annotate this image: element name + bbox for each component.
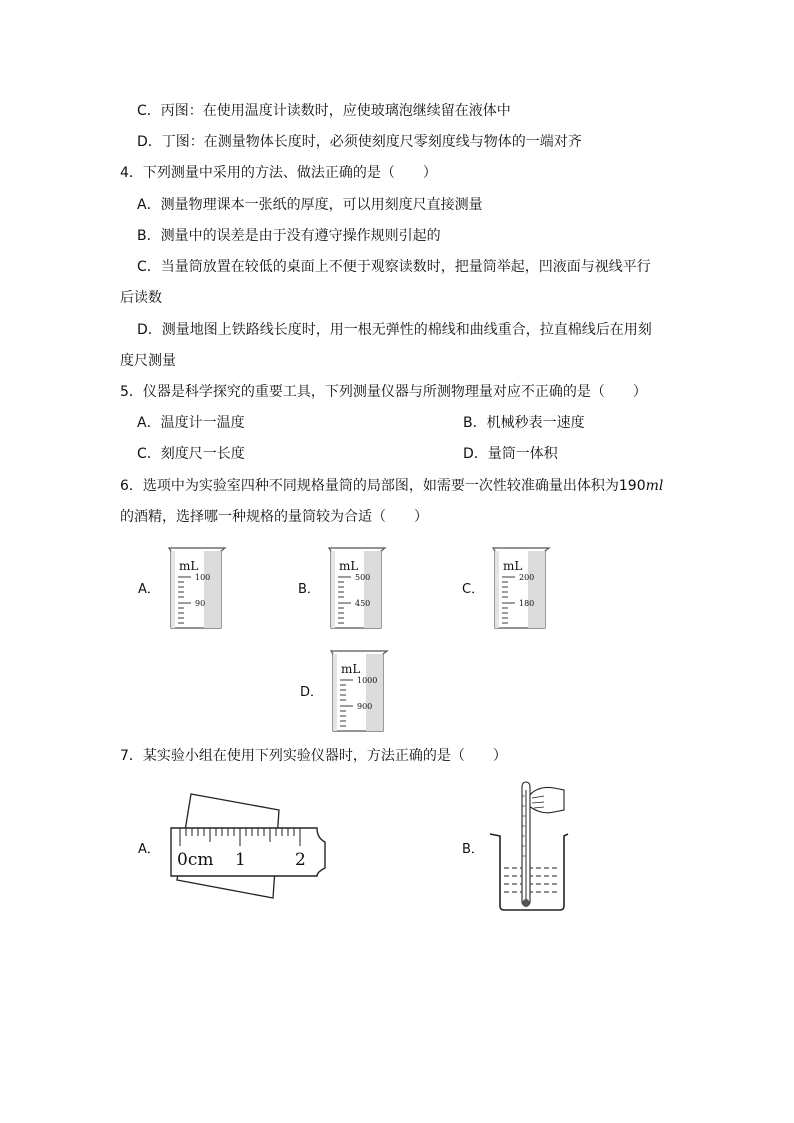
top-scale-label: 200 (519, 573, 535, 582)
q6-option-d-label: D． (300, 685, 324, 700)
q6-stem-line1 (120, 476, 663, 496)
q4-option-c-line2: 后读数 (120, 290, 162, 306)
q4-option-a: A．测量物理课本一张纸的厚度，可以用刻度尺直接测量 (137, 197, 483, 213)
q4-option-b: B．测量中的误差是由于没有遵守操作规则引起的 (137, 228, 441, 244)
q7-option-a-label: A． (138, 842, 160, 857)
q5-option-b: B．机械秒表一速度 (463, 415, 585, 431)
graduated-cylinder-b (327, 546, 387, 630)
q5-option-a: A．温度计一温度 (137, 415, 245, 431)
q6-option-a-label: A． (138, 582, 160, 597)
ruler-label-1: 1 (235, 850, 246, 870)
unit-label: mL (339, 559, 359, 573)
bottom-scale-label: 90 (195, 599, 206, 608)
thermometer-bulb (523, 899, 530, 907)
hand-icon (527, 787, 564, 812)
bottom-scale-label: 450 (355, 599, 371, 608)
q6-stem-text: 6．选项中为实验室四种不同规格量筒的局部图，如需要一次性较准确量出体积为190 (120, 478, 646, 494)
q5-option-c: C．刻度尺一长度 (137, 446, 245, 462)
top-scale-label: 100 (195, 573, 211, 582)
q5-option-d: D．量筒一体积 (463, 446, 558, 462)
q6-option-c-label: C． (462, 582, 485, 597)
ruler-label-0: 0cm (177, 850, 214, 870)
q6-stem-line2: 的酒精，选择哪一种规格的量筒较为合适（ ） (120, 509, 428, 525)
liquid-lines (504, 868, 560, 892)
q6-stem-unit: ml (645, 478, 664, 494)
q3-option-d: D．丁图：在测量物体长度时，必须使刻度尺零刻度线与物体的一端对齐 (137, 134, 582, 150)
bottom-scale-label: 180 (519, 599, 535, 608)
top-scale-label: 1000 (357, 676, 378, 685)
ruler-measurement-figure (165, 790, 330, 900)
ruler-label-2: 2 (295, 850, 306, 870)
q4-option-c-line1: C．当量筒放置在较低的桌面上不便于观察读数时，把量筒举起，凹液面与视线平行 (137, 259, 651, 275)
graduated-cylinder-c (491, 546, 551, 630)
q5-stem: 5．仪器是科学探究的重要工具，下列测量仪器与所测物理量对应不正确的是（ ） (120, 384, 647, 400)
top-scale-label: 500 (355, 573, 371, 582)
unit-label: mL (503, 559, 523, 573)
q7-stem: 7．某实验小组在使用下列实验仪器时，方法正确的是（ ） (120, 748, 507, 764)
bottom-scale-label: 900 (357, 702, 373, 711)
q4-stem: 4．下列测量中采用的方法、做法正确的是（ ） (120, 165, 437, 181)
q7-option-b-label: B． (462, 842, 484, 857)
unit-label: mL (341, 662, 361, 676)
q6-option-b-label: B． (298, 582, 320, 597)
q3-option-c: C．丙图：在使用温度计读数时，应使玻璃泡继续留在液体中 (137, 103, 511, 119)
q4-option-d-line1: D．测量地图上铁路线长度时，用一根无弹性的棉线和曲线重合，拉直棉线后在用刻 (137, 322, 652, 338)
graduated-cylinder-d (329, 649, 389, 733)
q4-option-d-line2: 度尺测量 (120, 353, 176, 369)
unit-label: mL (179, 559, 199, 573)
beaker-thermometer-figure (482, 776, 572, 916)
graduated-cylinder-a (167, 546, 227, 630)
